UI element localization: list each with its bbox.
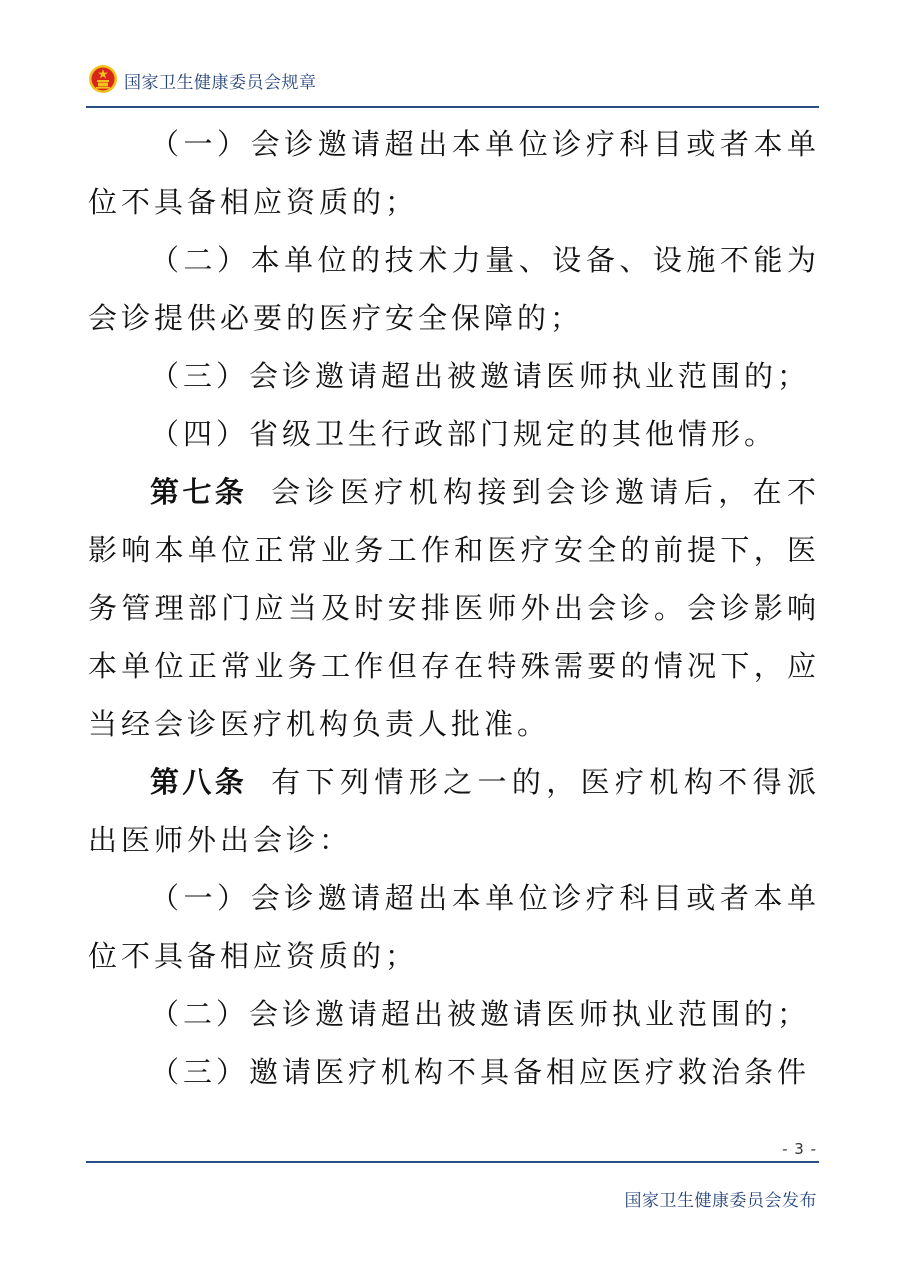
paragraph-text: （三）会诊邀请超出被邀请医师执业范围的； <box>150 359 811 393</box>
national-emblem-icon <box>88 64 118 94</box>
article-label: 第八条 <box>150 765 248 799</box>
paragraph-text: （一）会诊邀请超出本单位诊疗科目或者本单位不具备相应资质的； <box>88 881 820 973</box>
footer-publisher: 国家卫生健康委员会发布 <box>624 1191 817 1211</box>
header-title: 国家卫生健康委员会规章 <box>124 73 317 93</box>
paragraph-text: （二）本单位的技术力量、设备、设施不能为会诊提供必要的医疗安全保障的； <box>88 243 820 335</box>
paragraph-text: 有下列情形之一的，医疗机构不得派出医师外出会诊： <box>88 765 820 857</box>
paragraph-text: （一）会诊邀请超出本单位诊疗科目或者本单位不具备相应资质的； <box>88 127 820 219</box>
clause-paragraph <box>88 985 820 1043</box>
paragraph-text: （二）会诊邀请超出被邀请医师执业范围的； <box>150 997 811 1031</box>
article-paragraph <box>88 463 820 753</box>
footer-divider <box>86 1161 819 1163</box>
paragraph-text: （三）邀请医疗机构不具备相应医疗救治条件 <box>150 1055 811 1089</box>
article-label: 第七条 <box>150 475 248 509</box>
clause-paragraph <box>88 115 820 231</box>
clause-paragraph <box>88 869 820 985</box>
document-body <box>88 115 820 1101</box>
article-paragraph <box>88 753 820 869</box>
clause-paragraph <box>88 405 820 463</box>
clause-paragraph <box>88 1043 820 1101</box>
paragraph-text: （四）省级卫生行政部门规定的其他情形。 <box>150 417 778 451</box>
page-header <box>86 58 819 108</box>
clause-paragraph <box>88 231 820 347</box>
page-number: - 3 - <box>782 1140 817 1158</box>
clause-paragraph <box>88 347 820 405</box>
paragraph-text: 会诊医疗机构接到会诊邀请后，在不影响本单位正常业务工作和医疗安全的前提下，医务管理部门应当及时安排医师外出会诊。会诊影响本单位正常业务工作但存在特殊需要的情况下，应当经会诊医疗机构负责人批准。 <box>88 475 820 741</box>
